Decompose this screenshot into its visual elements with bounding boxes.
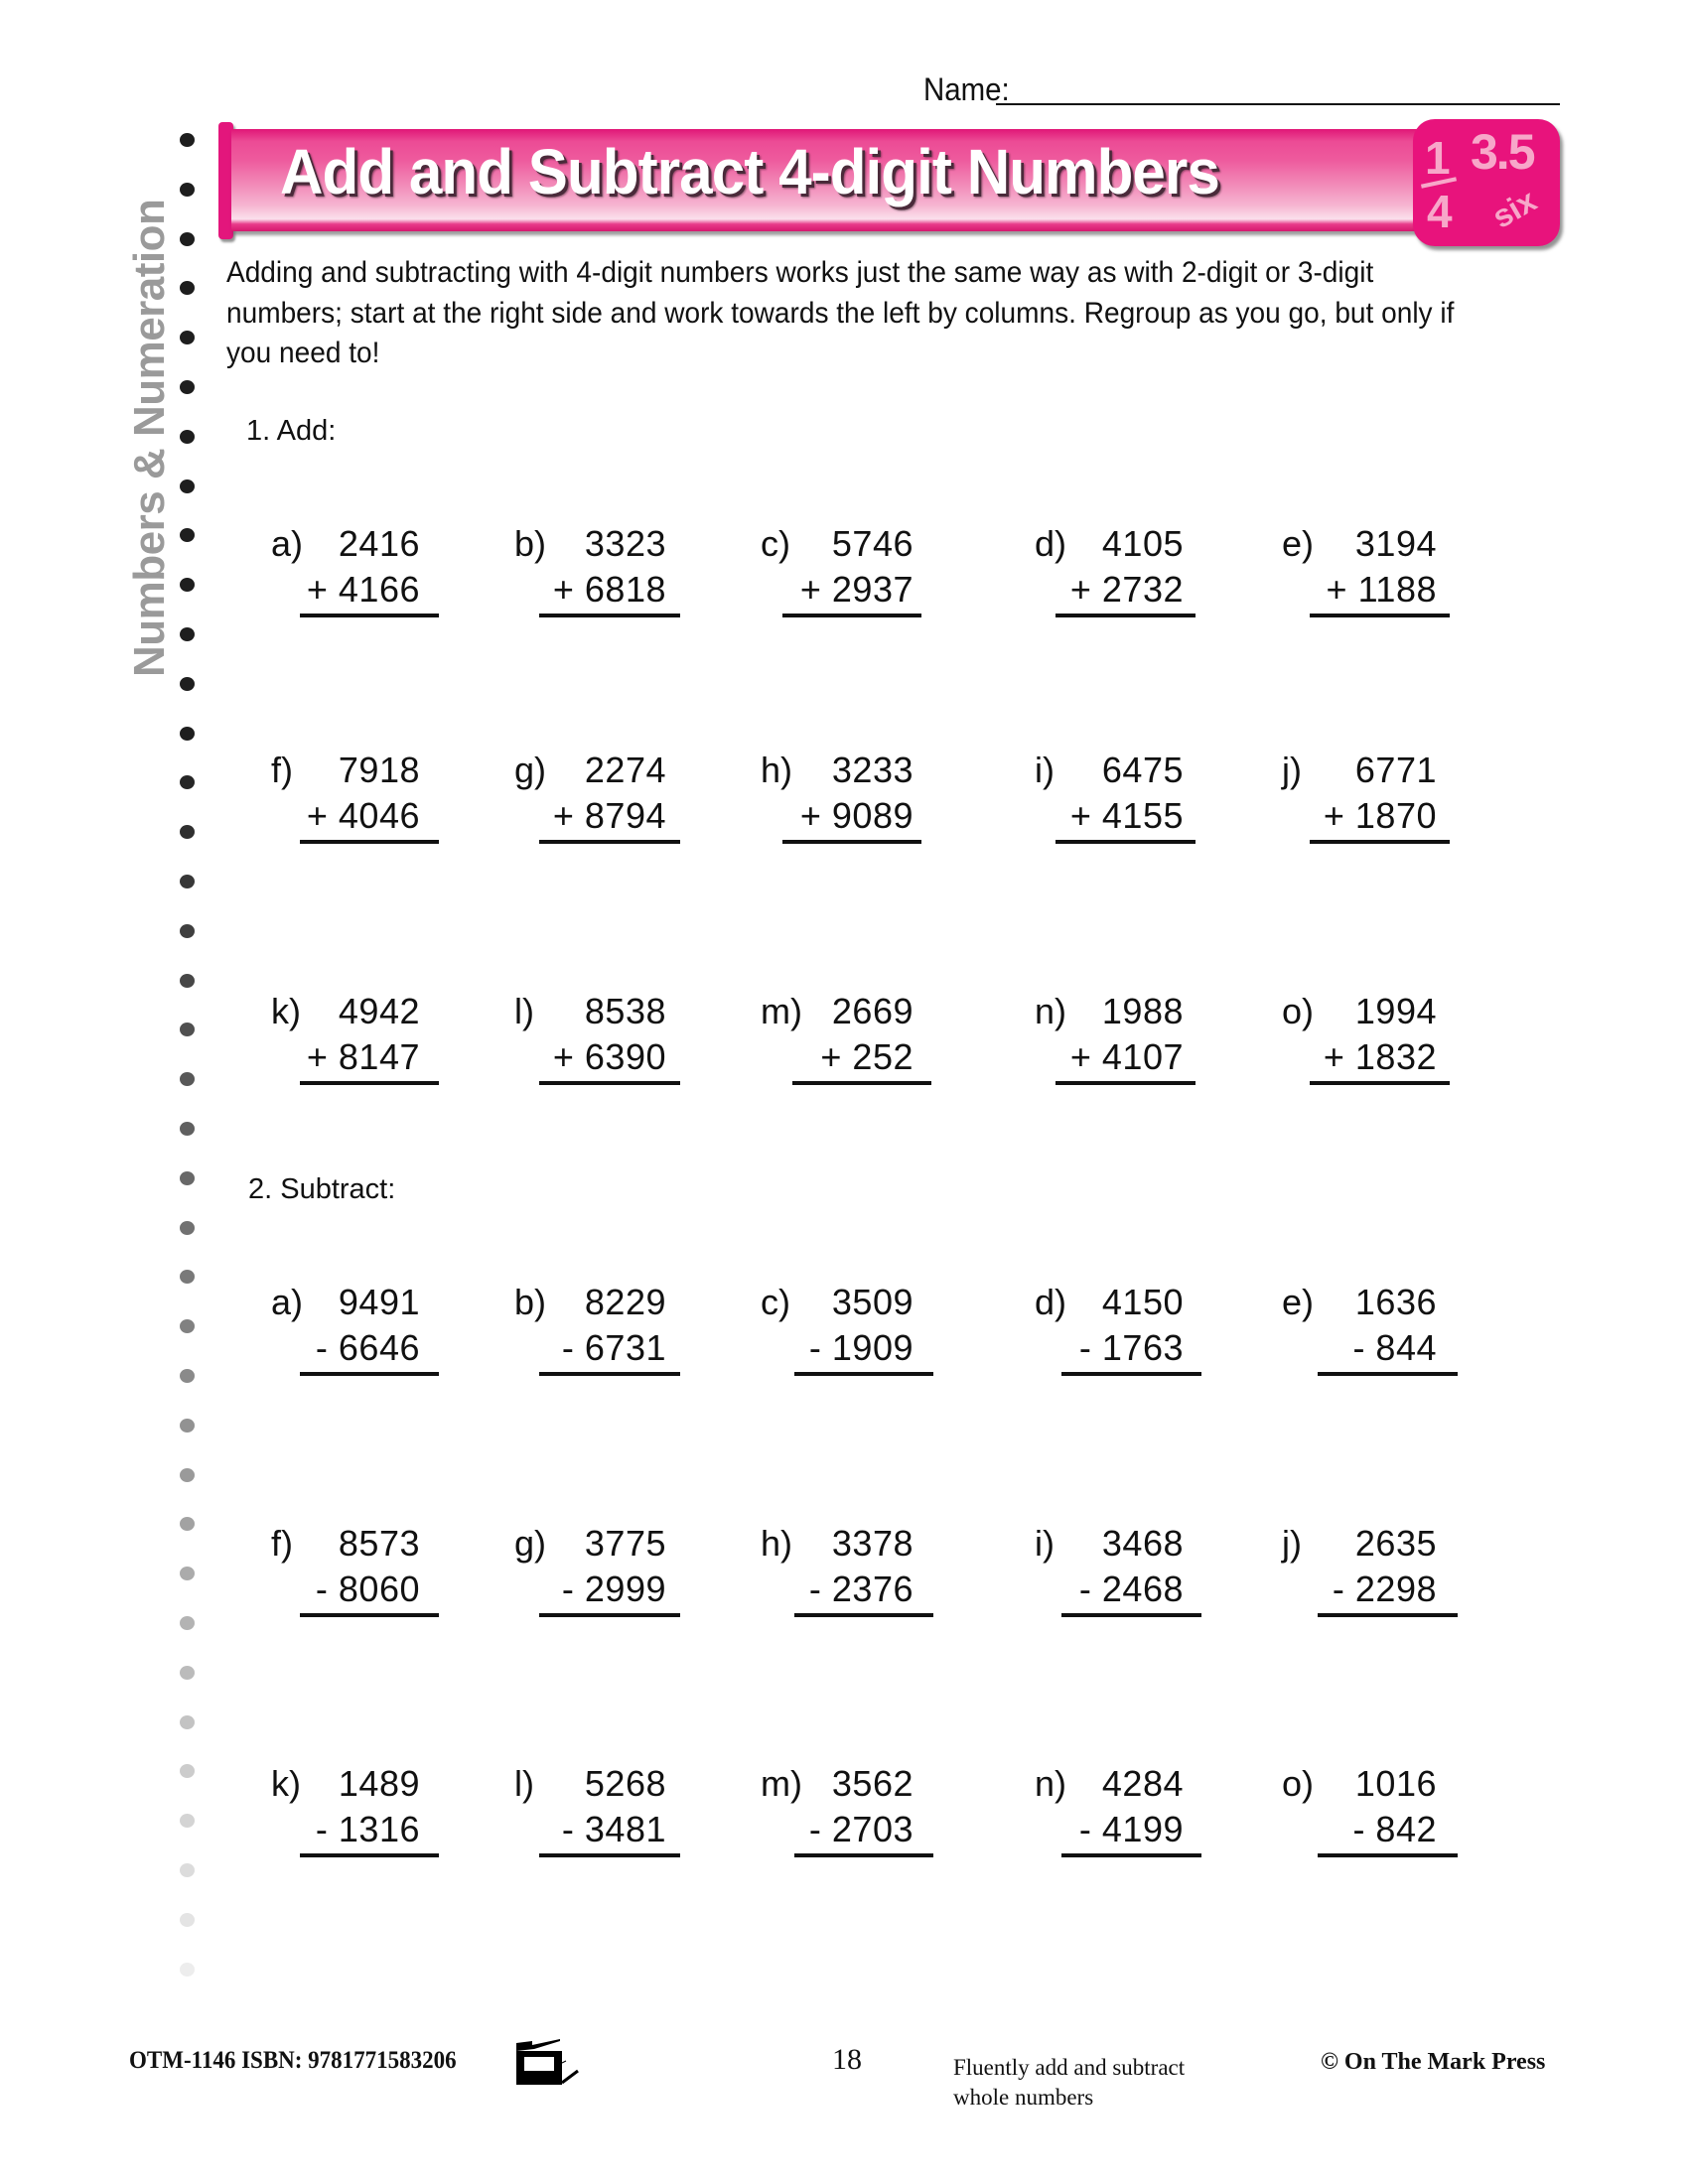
answer-line[interactable] [1055, 614, 1196, 617]
problem-top-number: 1489 [338, 1763, 420, 1804]
add-problem [761, 524, 923, 633]
subtract-problem [1282, 1524, 1452, 1633]
answer-line[interactable] [539, 1372, 680, 1376]
problem-label: h) [761, 1523, 793, 1564]
binder-dot [180, 578, 195, 592]
answer-line[interactable] [300, 1081, 439, 1085]
problem-label: b) [514, 1282, 547, 1322]
problem-label: f) [271, 750, 293, 790]
section-heading-add: 1. Add: [246, 415, 337, 447]
add-problem [1035, 751, 1197, 860]
answer-line[interactable] [300, 1613, 439, 1617]
binder-dot [180, 1715, 195, 1729]
problem-bottom-number: + 8794 [552, 795, 666, 836]
problem-bottom-number: + 4046 [306, 795, 420, 836]
name-label: Name: [923, 71, 1010, 107]
photocopier-icon [514, 2037, 610, 2087]
binder-dot [180, 479, 195, 493]
problem-top-number: 8229 [584, 1282, 666, 1322]
badge-fraction-top: 1 [1425, 132, 1451, 184]
problem-bottom-number: + 9089 [799, 795, 914, 836]
binder-dot [180, 1666, 195, 1680]
answer-line[interactable] [539, 614, 680, 617]
problem-label: l) [514, 991, 534, 1031]
binder-dot [180, 183, 195, 197]
problem-label: i) [1035, 750, 1055, 790]
problem-bottom-number: + 2732 [1069, 569, 1184, 610]
binder-dot [180, 1369, 195, 1383]
binder-dot [180, 627, 195, 641]
problem-label: m) [761, 991, 802, 1031]
binder-dot [180, 875, 195, 888]
problem-bottom-number: + 252 [820, 1036, 914, 1077]
problem-label: j) [1282, 750, 1302, 790]
problem-top-number: 4942 [338, 991, 420, 1031]
footer-copyright: © On The Mark Press [1321, 2049, 1546, 2075]
answer-line[interactable] [1318, 1853, 1458, 1857]
binder-dot [180, 528, 195, 542]
problem-bottom-number: - 6646 [315, 1327, 420, 1368]
problem-top-number: 2416 [338, 523, 420, 564]
binder-dot [180, 1863, 195, 1877]
add-problem [1282, 992, 1452, 1101]
binder-dot [180, 281, 195, 295]
problem-label: d) [1035, 1282, 1067, 1322]
answer-line[interactable] [1061, 1853, 1201, 1857]
problem-label: g) [514, 1523, 547, 1564]
problem-label: i) [1035, 1523, 1055, 1564]
page-title: Add and Subtract 4-digit Numbers [280, 136, 1219, 207]
problem-bottom-number: - 2298 [1332, 1569, 1437, 1609]
problem-top-number: 8573 [338, 1523, 420, 1564]
answer-line[interactable] [782, 840, 921, 844]
binder-dot [180, 1567, 195, 1580]
binder-dot [180, 974, 195, 988]
problem-bottom-number: - 2703 [808, 1809, 914, 1849]
add-problem [271, 751, 441, 860]
problem-top-number: 6771 [1354, 750, 1437, 790]
binder-dot [180, 430, 195, 444]
subtract-problem [514, 1764, 682, 1873]
problem-top-number: 3323 [584, 523, 666, 564]
problem-bottom-number: - 4199 [1078, 1809, 1184, 1849]
intro-paragraph: Adding and subtracting with 4-digit numbers works just the same way as with 2-digit or 3-digit numbers; start at the right side and work towards the left by columns. Regroup as you go, but only if you need to! [226, 256, 1455, 369]
answer-line[interactable] [1055, 840, 1196, 844]
binder-dot [180, 380, 195, 394]
problem-label: f) [271, 1523, 293, 1564]
side-label: Numbers & Numeration [125, 199, 174, 677]
section-heading-subtract: 2. Subtract: [248, 1173, 396, 1205]
answer-line[interactable] [794, 1613, 933, 1617]
answer-line[interactable] [539, 1081, 680, 1085]
problem-label: l) [514, 1763, 534, 1804]
problem-bottom-number: - 8060 [315, 1569, 420, 1609]
problem-top-number: 1994 [1354, 991, 1437, 1031]
answer-line[interactable] [794, 1372, 933, 1376]
footer-standard-line1: Fluently add and subtract [953, 2055, 1186, 2080]
add-problem [761, 751, 923, 860]
problem-bottom-number: + 6390 [552, 1036, 666, 1077]
answer-line[interactable] [1055, 1081, 1196, 1085]
problem-top-number: 3509 [831, 1282, 914, 1322]
subtract-problem [1282, 1764, 1452, 1873]
binder-dot [180, 1122, 195, 1136]
binder-dot [180, 1419, 195, 1433]
binder-dot [180, 1616, 195, 1630]
problem-label: n) [1035, 991, 1067, 1031]
subtract-problem [271, 1764, 441, 1873]
problem-top-number: 1988 [1101, 991, 1184, 1031]
problem-bottom-number: + 4155 [1069, 795, 1184, 836]
subtract-problem [761, 1764, 923, 1873]
add-problem [1282, 751, 1452, 860]
problem-top-number: 3562 [831, 1763, 914, 1804]
problem-bottom-number: - 2468 [1078, 1569, 1184, 1609]
problem-bottom-number: + 8147 [306, 1036, 420, 1077]
subtract-problem [271, 1283, 441, 1392]
binder-dot [180, 133, 195, 147]
problem-label: j) [1282, 1523, 1302, 1564]
binder-dot [180, 727, 195, 741]
problem-label: c) [761, 523, 790, 564]
binder-dot [180, 1319, 195, 1333]
problem-label: a) [271, 523, 304, 564]
answer-line[interactable] [1318, 1372, 1458, 1376]
subtract-problem [761, 1283, 923, 1392]
footer-code-isbn: OTM-1146 ISBN: 9781771583206 [129, 2047, 457, 2074]
binder-dot [180, 1468, 195, 1482]
binder-dot [180, 1023, 195, 1036]
problem-label: n) [1035, 1763, 1067, 1804]
problem-top-number: 2669 [831, 991, 914, 1031]
answer-line[interactable] [1318, 1613, 1458, 1617]
problem-top-number: 3233 [831, 750, 914, 790]
problem-label: d) [1035, 523, 1067, 564]
answer-line[interactable] [539, 1613, 680, 1617]
add-problem [514, 524, 682, 633]
problem-top-number: 1636 [1354, 1282, 1437, 1322]
problem-top-number: 5268 [584, 1763, 666, 1804]
problem-top-number: 3378 [831, 1523, 914, 1564]
subtract-problem [1282, 1283, 1452, 1392]
binder-dot [180, 1764, 195, 1778]
binder-dot [180, 924, 195, 938]
problem-label: c) [761, 1282, 790, 1322]
problem-bottom-number: + 1870 [1323, 795, 1437, 836]
subtract-problem [761, 1524, 923, 1633]
problem-label: k) [271, 1763, 301, 1804]
add-problem [514, 992, 682, 1101]
subtract-problem [514, 1283, 682, 1392]
problem-bottom-number: - 2999 [561, 1569, 666, 1609]
answer-line[interactable] [792, 1081, 931, 1085]
badge-fraction-bottom: 4 [1427, 186, 1453, 237]
binder-dot [180, 1270, 195, 1284]
problem-label: e) [1282, 523, 1315, 564]
problem-top-number: 3194 [1354, 523, 1437, 564]
problem-bottom-number: - 6731 [561, 1327, 666, 1368]
add-problem [1282, 524, 1452, 633]
problem-bottom-number: + 1188 [1326, 569, 1437, 610]
badge-decimal: 3.5 [1471, 124, 1534, 180]
problem-top-number: 4105 [1101, 523, 1184, 564]
name-input-line[interactable] [996, 103, 1560, 105]
problem-bottom-number: + 4107 [1069, 1036, 1184, 1077]
problem-label: o) [1282, 1763, 1315, 1804]
problem-top-number: 6475 [1101, 750, 1184, 790]
page-number: 18 [832, 2043, 862, 2076]
answer-line[interactable] [1310, 614, 1450, 617]
subtract-problem [514, 1524, 682, 1633]
problem-bottom-number: - 3481 [561, 1809, 666, 1849]
binder-dot [180, 232, 195, 246]
problem-top-number: 9491 [338, 1282, 420, 1322]
footer-standard [953, 2053, 1185, 2113]
problem-bottom-number: + 2937 [799, 569, 914, 610]
answer-line[interactable] [539, 840, 680, 844]
add-problem [761, 992, 923, 1101]
add-problem [1035, 524, 1197, 633]
binder-dot [180, 1814, 195, 1828]
problem-top-number: 2274 [584, 750, 666, 790]
subtract-problem [1035, 1283, 1197, 1392]
problem-bottom-number: - 2376 [808, 1569, 914, 1609]
answer-line[interactable] [300, 1372, 439, 1376]
add-problem [271, 992, 441, 1101]
answer-line[interactable] [794, 1853, 933, 1857]
binder-dot [180, 825, 195, 839]
problem-top-number: 4150 [1101, 1282, 1184, 1322]
problem-bottom-number: - 1316 [315, 1809, 420, 1849]
badge-word: six [1485, 182, 1543, 235]
problem-bottom-number: - 1763 [1078, 1327, 1184, 1368]
problem-label: k) [271, 991, 301, 1031]
problem-label: m) [761, 1763, 802, 1804]
answer-line[interactable] [1061, 1613, 1201, 1617]
problem-label: a) [271, 1282, 304, 1322]
binder-dot [180, 1963, 195, 1977]
problem-top-number: 7918 [338, 750, 420, 790]
binder-dot [180, 331, 195, 344]
subtract-problem [1035, 1764, 1197, 1873]
binder-dot [180, 1913, 195, 1927]
problem-label: e) [1282, 1282, 1315, 1322]
answer-line[interactable] [300, 1853, 439, 1857]
problem-bottom-number: + 6818 [552, 569, 666, 610]
binder-dot [180, 775, 195, 789]
subtract-problem [271, 1524, 441, 1633]
problem-bottom-number: + 4166 [306, 569, 420, 610]
problem-top-number: 1016 [1354, 1763, 1437, 1804]
answer-line[interactable] [539, 1853, 680, 1857]
problem-bottom-number: - 1909 [808, 1327, 914, 1368]
problem-top-number: 3775 [584, 1523, 666, 1564]
binder-dot [180, 1221, 195, 1235]
binder-dot [180, 1171, 195, 1185]
answer-line[interactable] [300, 840, 439, 844]
problem-top-number: 8538 [584, 991, 666, 1031]
binder-dot [180, 677, 195, 691]
add-problem [1035, 992, 1197, 1101]
problem-label: o) [1282, 991, 1315, 1031]
binder-dot [180, 1517, 195, 1531]
math-badge-icon [1413, 119, 1560, 246]
answer-line[interactable] [300, 614, 439, 617]
answer-line[interactable] [1310, 1081, 1450, 1085]
answer-line[interactable] [1310, 840, 1450, 844]
add-problem [271, 524, 441, 633]
subtract-problem [1035, 1524, 1197, 1633]
problem-top-number: 3468 [1101, 1523, 1184, 1564]
problem-bottom-number: + 1832 [1323, 1036, 1437, 1077]
problem-label: h) [761, 750, 793, 790]
binder-dot [180, 1072, 195, 1086]
problem-label: g) [514, 750, 547, 790]
problem-top-number: 5746 [831, 523, 914, 564]
problem-label: b) [514, 523, 547, 564]
problem-bottom-number: - 842 [1352, 1809, 1437, 1849]
problem-top-number: 4284 [1101, 1763, 1184, 1804]
footer-standard-line2: whole numbers [953, 2085, 1094, 2110]
problem-top-number: 2635 [1354, 1523, 1437, 1564]
problem-bottom-number: - 844 [1352, 1327, 1437, 1368]
answer-line[interactable] [782, 614, 921, 617]
add-problem [514, 751, 682, 860]
answer-line[interactable] [1061, 1372, 1201, 1376]
